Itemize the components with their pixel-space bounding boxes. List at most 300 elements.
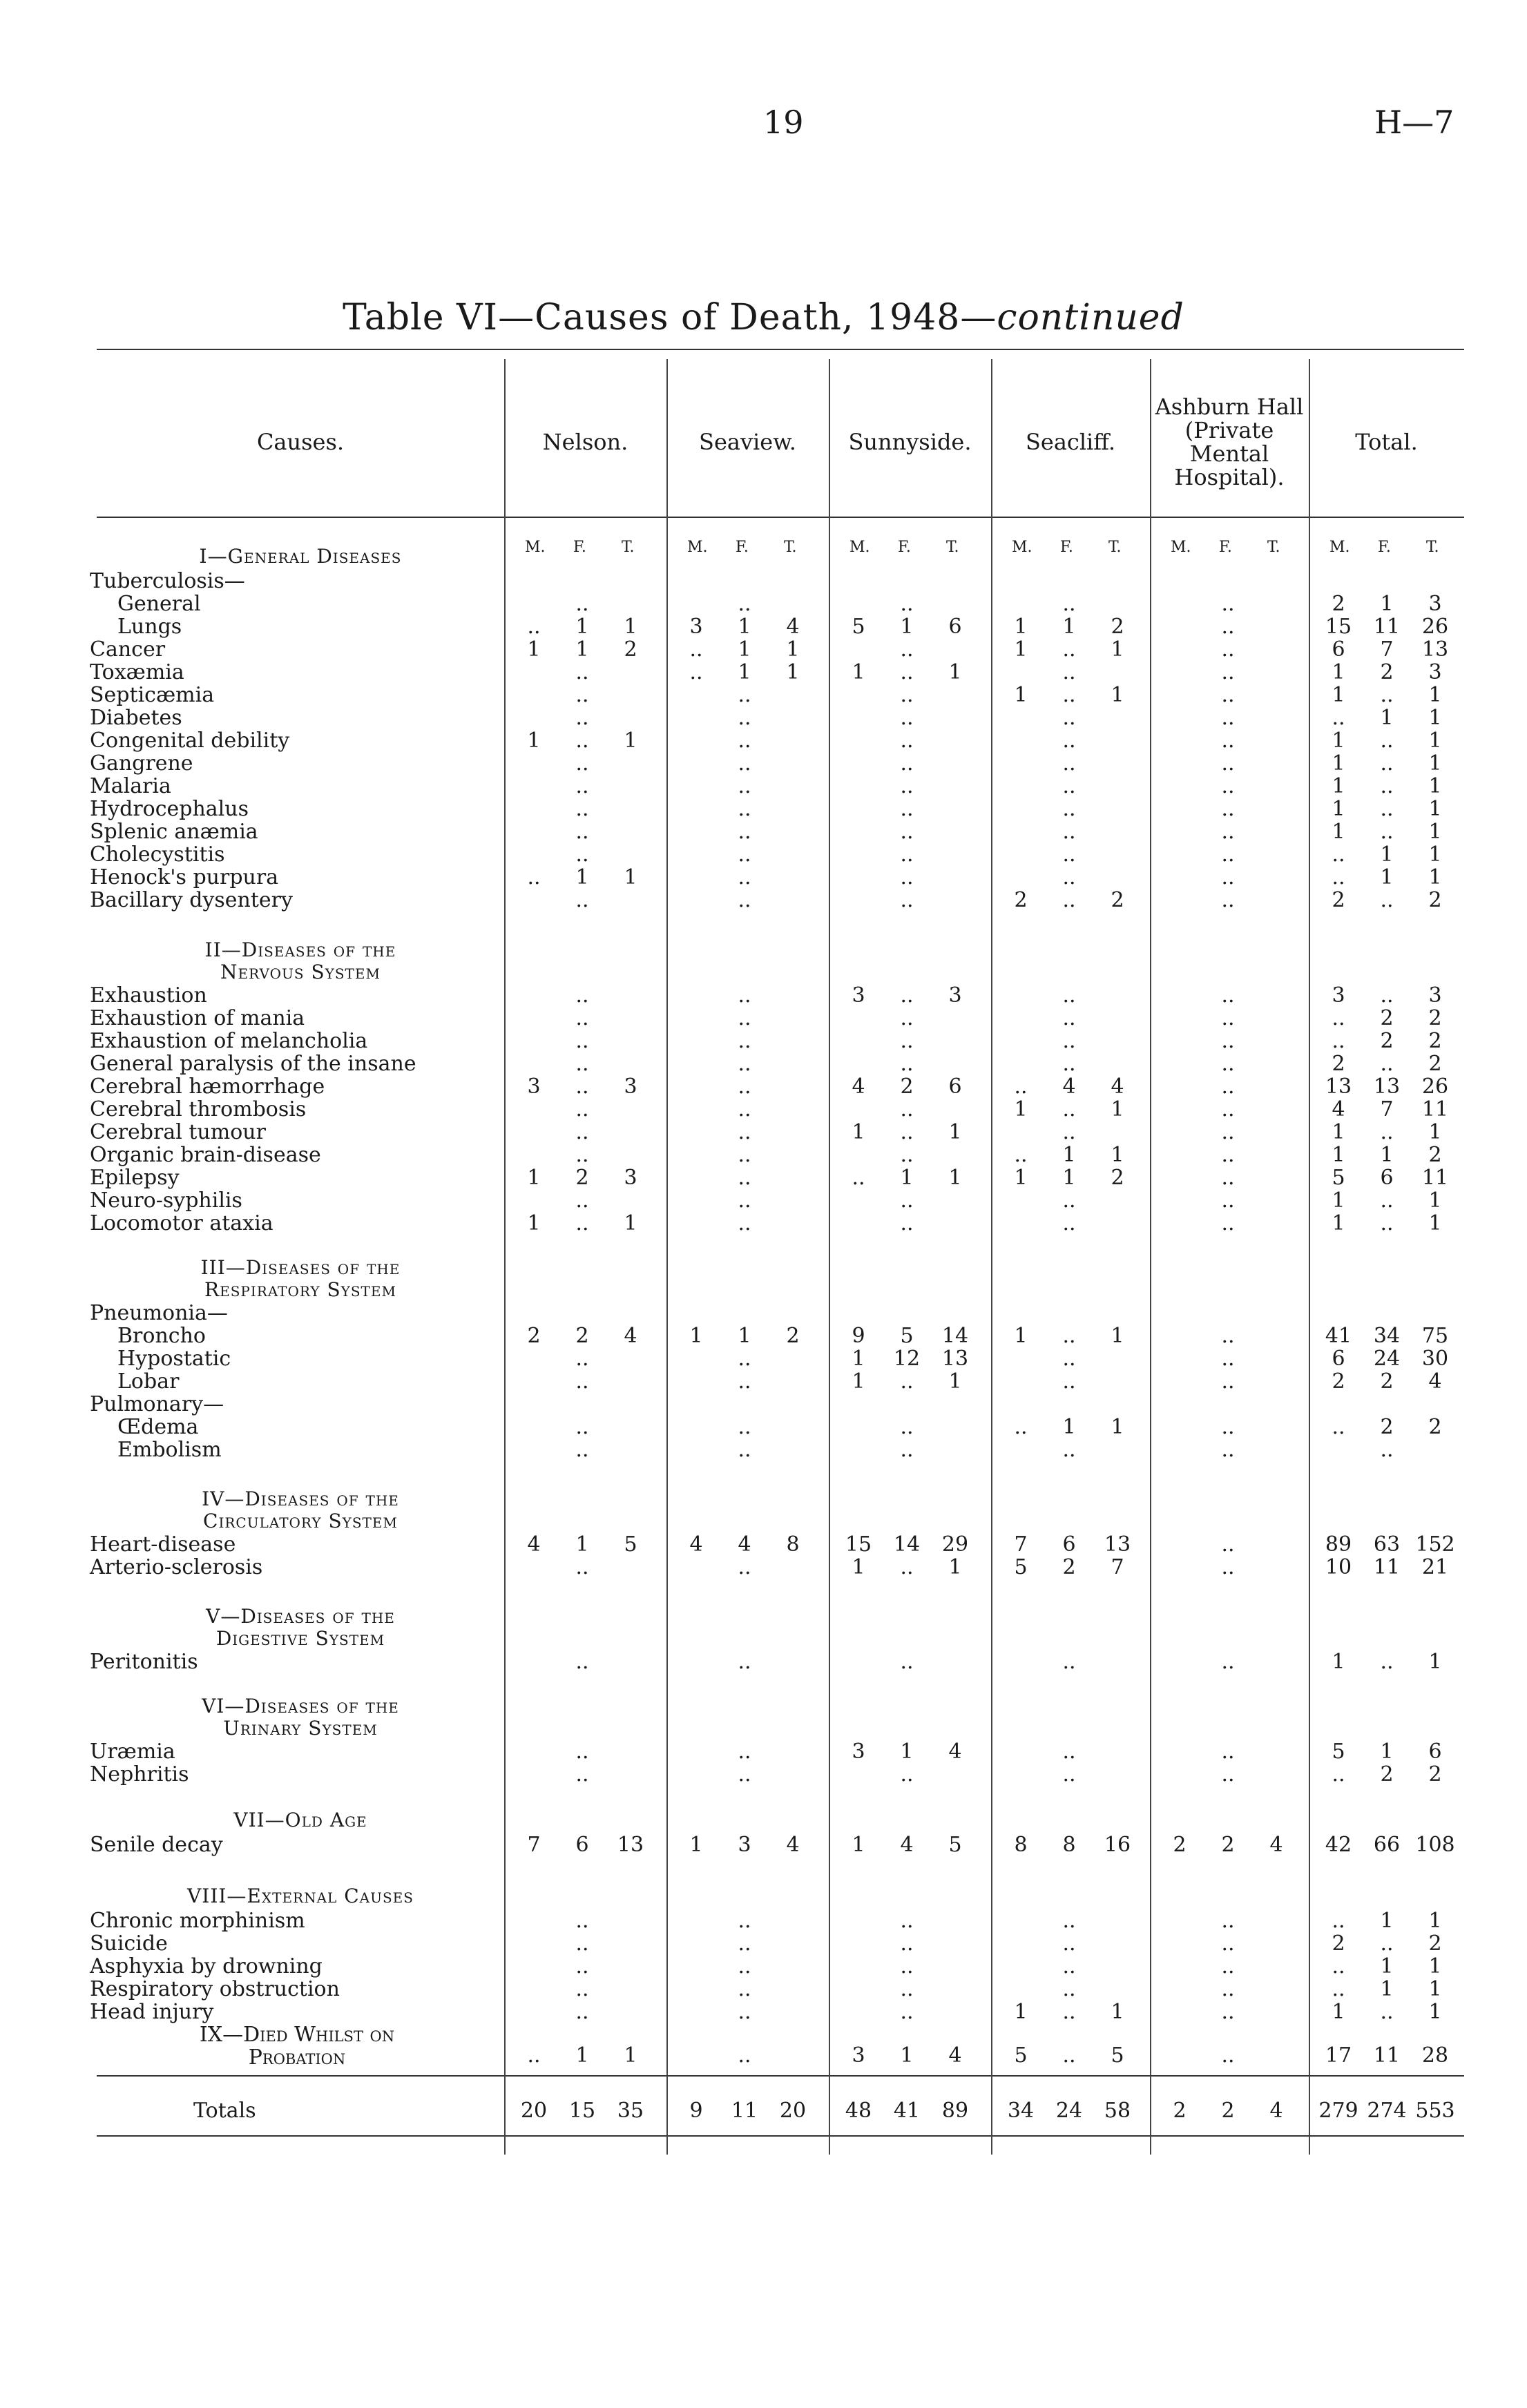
cause-label: Pneumonia— xyxy=(90,1301,228,1325)
cause-label: Congenital debility xyxy=(90,729,290,753)
value-cell: .. xyxy=(575,1120,589,1144)
value-cell: .. xyxy=(1221,1211,1235,1235)
table-row xyxy=(0,1393,1527,1416)
value-cell: 1 xyxy=(1332,1143,1345,1167)
value-cell: 6 xyxy=(948,615,962,639)
value-cell: .. xyxy=(738,729,751,753)
value-cell: .. xyxy=(1332,706,1345,730)
cause-label: Locomotor ataxia xyxy=(90,1211,273,1235)
value-cell: 1 xyxy=(1380,1909,1394,1933)
value-cell: 1 xyxy=(948,1555,962,1579)
value-cell: .. xyxy=(575,1909,589,1933)
value-cell: 4 xyxy=(689,1532,703,1557)
value-cell: .. xyxy=(1221,820,1235,844)
cause-label: Hydrocephalus xyxy=(90,797,249,821)
value-cell: 108 xyxy=(1415,1833,1455,1857)
value-cell: .. xyxy=(1332,1909,1345,1933)
value-cell: 11 xyxy=(1421,1097,1449,1121)
value-cell: 35 xyxy=(617,2099,644,2123)
value-cell: 2 xyxy=(1380,1029,1394,1053)
value-cell: 41 xyxy=(893,2099,921,2123)
value-cell: 1 xyxy=(527,1166,541,1190)
value-cell: .. xyxy=(1221,1762,1235,1786)
cause-label: Malaria xyxy=(90,774,171,798)
value-cell: .. xyxy=(1062,1909,1076,1933)
cause-label: Asphyxia by drowning xyxy=(90,1954,323,1978)
value-cell: 1 xyxy=(1332,820,1345,844)
value-cell: 1 xyxy=(1428,1977,1442,2001)
value-cell: .. xyxy=(575,1097,589,1121)
value-cell: .. xyxy=(738,774,751,798)
value-cell: .. xyxy=(900,637,914,662)
table-row xyxy=(0,593,1527,615)
value-cell: 1 xyxy=(1428,1909,1442,1933)
value-cell: .. xyxy=(1380,820,1394,844)
cause-label: Bacillary dysentery xyxy=(90,888,293,912)
value-cell: .. xyxy=(900,797,914,821)
value-cell: .. xyxy=(738,1909,751,1933)
value-cell: 2 xyxy=(1380,1762,1394,1786)
value-cell: .. xyxy=(1221,751,1235,776)
value-cell: 1 xyxy=(900,615,914,639)
table-row xyxy=(0,1098,1527,1121)
value-cell: .. xyxy=(575,706,589,730)
value-cell: 1 xyxy=(900,1166,914,1190)
value-cell: .. xyxy=(575,683,589,707)
value-cell: 13 xyxy=(1104,1532,1131,1557)
value-cell: 20 xyxy=(779,2099,807,2123)
value-cell: .. xyxy=(1221,1324,1235,1348)
value-cell: 3 xyxy=(1428,592,1442,616)
cause-label: Cancer xyxy=(90,637,166,662)
value-cell: 1 xyxy=(527,637,541,662)
value-cell: 1 xyxy=(1428,1954,1442,1978)
value-cell: 2 xyxy=(1332,1932,1345,1956)
value-cell: 2 xyxy=(1173,1833,1187,1857)
value-cell: 1 xyxy=(900,1740,914,1764)
value-cell: .. xyxy=(900,2000,914,2024)
value-cell: 1 xyxy=(738,1324,751,1348)
value-cell: .. xyxy=(1062,1029,1076,1053)
value-cell: .. xyxy=(575,797,589,821)
value-cell: 1 xyxy=(1428,820,1442,844)
table-row xyxy=(0,1416,1527,1438)
value-cell: 1 xyxy=(1332,660,1345,684)
value-cell: 1 xyxy=(1014,615,1028,639)
value-cell: .. xyxy=(1221,660,1235,684)
value-cell: .. xyxy=(738,1415,751,1439)
value-cell: .. xyxy=(900,1977,914,2001)
value-cell: 48 xyxy=(845,2099,872,2123)
table-row xyxy=(0,1144,1527,1166)
value-cell: .. xyxy=(1221,1909,1235,1933)
value-cell: 11 xyxy=(1373,2043,1401,2068)
value-cell: .. xyxy=(1062,1347,1076,1371)
value-cell: 41 xyxy=(1325,1324,1352,1348)
value-cell: .. xyxy=(1380,729,1394,753)
cause-label: Heart-disease xyxy=(90,1532,236,1557)
table-row xyxy=(0,752,1527,775)
value-cell: 11 xyxy=(1373,1555,1401,1579)
value-cell: .. xyxy=(900,1954,914,1978)
value-cell: .. xyxy=(738,797,751,821)
value-cell: 1 xyxy=(1332,1188,1345,1213)
value-cell: .. xyxy=(1062,1740,1076,1764)
value-cell: 13 xyxy=(1421,637,1449,662)
table-row xyxy=(0,661,1527,684)
value-cell: 1 xyxy=(1111,1324,1124,1348)
value-cell: .. xyxy=(575,1347,589,1371)
value-cell: 7 xyxy=(1111,1555,1124,1579)
table-row xyxy=(0,1740,1527,1763)
value-cell: .. xyxy=(900,820,914,844)
table-row xyxy=(0,1189,1527,1212)
cause-label: Broncho xyxy=(117,1324,206,1348)
cause-label: Senile decay xyxy=(90,1833,223,1857)
table-row xyxy=(0,1121,1527,1144)
value-cell: 1 xyxy=(1014,2000,1028,2024)
value-cell: 152 xyxy=(1415,1532,1455,1557)
value-cell: 1 xyxy=(948,660,962,684)
value-cell: .. xyxy=(575,1143,589,1167)
value-cell: 1 xyxy=(1380,706,1394,730)
value-cell: 24 xyxy=(1373,1347,1401,1371)
header-causes: Causes. xyxy=(256,429,345,455)
value-cell: .. xyxy=(1062,888,1076,912)
value-cell: 2 xyxy=(1221,1833,1235,1857)
value-cell: 4 xyxy=(527,1532,541,1557)
value-cell: 15 xyxy=(845,1532,872,1557)
value-cell: .. xyxy=(1014,1075,1028,1099)
value-cell: .. xyxy=(575,1006,589,1030)
value-cell: .. xyxy=(1221,592,1235,616)
value-cell: .. xyxy=(575,751,589,776)
value-cell: .. xyxy=(575,1977,589,2001)
value-cell: 1 xyxy=(1111,1143,1124,1167)
value-cell: .. xyxy=(738,1438,751,1462)
value-cell: .. xyxy=(1062,774,1076,798)
value-cell: 42 xyxy=(1325,1833,1352,1857)
value-cell: 1 xyxy=(1332,751,1345,776)
value-cell: .. xyxy=(1221,1120,1235,1144)
table-row xyxy=(0,775,1527,798)
value-cell: .. xyxy=(738,1188,751,1213)
value-cell: 2 xyxy=(1221,2099,1235,2123)
value-cell: 1 xyxy=(624,1211,637,1235)
value-cell: .. xyxy=(738,865,751,889)
header-seacliff: Seacliff. xyxy=(1025,429,1116,455)
table-row xyxy=(0,1052,1527,1075)
table-row xyxy=(0,1556,1527,1579)
value-cell: .. xyxy=(1062,729,1076,753)
value-cell: .. xyxy=(575,1954,589,1978)
subheader-f: F. xyxy=(736,539,749,556)
value-cell: 1 xyxy=(948,1166,962,1190)
cause-label: Henock's purpura xyxy=(90,865,279,889)
value-cell: .. xyxy=(1380,683,1394,707)
value-cell: 2 xyxy=(1380,660,1394,684)
table-row xyxy=(0,984,1527,1007)
value-cell: 1 xyxy=(852,1555,865,1579)
table-row xyxy=(0,1438,1527,1461)
value-cell: 3 xyxy=(689,615,703,639)
cause-label: Exhaustion xyxy=(90,983,207,1008)
table-title xyxy=(0,297,1527,338)
value-cell: .. xyxy=(1221,1166,1235,1190)
value-cell: 1 xyxy=(624,865,637,889)
value-cell: 1 xyxy=(1380,1954,1394,1978)
value-cell: .. xyxy=(738,1143,751,1167)
cause-label: Neuro-syphilis xyxy=(90,1188,242,1213)
value-cell: 14 xyxy=(893,1532,921,1557)
cause-label: Lungs xyxy=(117,615,182,639)
value-cell: .. xyxy=(1221,1052,1235,1076)
table-row xyxy=(0,615,1527,638)
subheader-m: M. xyxy=(687,539,708,556)
subheader-t: T. xyxy=(1267,539,1280,556)
table-row xyxy=(0,1650,1527,1673)
value-cell: .. xyxy=(738,983,751,1008)
value-cell: 1 xyxy=(852,660,865,684)
value-cell: 2 xyxy=(1014,888,1028,912)
value-cell: 1 xyxy=(1332,774,1345,798)
value-cell: .. xyxy=(1062,751,1076,776)
value-cell: .. xyxy=(1332,1977,1345,2001)
value-cell: 1 xyxy=(689,1324,703,1348)
cause-label: General xyxy=(117,592,201,616)
value-cell: 2 xyxy=(900,1075,914,1099)
value-cell: 2 xyxy=(1111,1166,1124,1190)
value-cell: .. xyxy=(575,1188,589,1213)
value-cell: .. xyxy=(527,615,541,639)
value-cell: 5 xyxy=(624,1532,637,1557)
value-cell: 3 xyxy=(948,983,962,1008)
subheader-m: M. xyxy=(525,539,546,556)
value-cell: .. xyxy=(738,683,751,707)
table-row xyxy=(0,684,1527,706)
table-row xyxy=(0,2001,1527,2023)
value-cell: 2 xyxy=(527,1324,541,1348)
subheader-t: T. xyxy=(946,539,959,556)
value-cell: .. xyxy=(738,1555,751,1579)
value-cell: .. xyxy=(900,1438,914,1462)
value-cell: 63 xyxy=(1373,1532,1401,1557)
subheader-t: T. xyxy=(784,539,797,556)
value-cell: .. xyxy=(575,983,589,1008)
value-cell: .. xyxy=(900,1143,914,1167)
value-cell: .. xyxy=(1221,637,1235,662)
table-row xyxy=(0,1932,1527,1955)
value-cell: 13 xyxy=(941,1347,969,1371)
value-cell: 1 xyxy=(1380,865,1394,889)
value-cell: 1 xyxy=(624,729,637,753)
value-cell: 66 xyxy=(1373,1833,1401,1857)
value-cell: 11 xyxy=(1421,1166,1449,1190)
section-heading: VIII—External Causes xyxy=(187,1885,414,1907)
value-cell: 2 xyxy=(1428,1143,1442,1167)
table-row xyxy=(0,1533,1527,1556)
value-cell: 1 xyxy=(948,1369,962,1394)
table-row xyxy=(0,570,1527,593)
value-cell: .. xyxy=(900,729,914,753)
value-cell: .. xyxy=(900,888,914,912)
header-bottom-rule xyxy=(97,517,1464,518)
value-cell: .. xyxy=(1062,1932,1076,1956)
section-heading: VI—Diseases of the Urinary System xyxy=(202,1695,399,1740)
title-suffix: continued xyxy=(997,297,1184,338)
value-cell: 1 xyxy=(575,1532,589,1557)
cause-label: Cholecystitis xyxy=(90,842,225,867)
value-cell: .. xyxy=(900,1211,914,1235)
value-cell: .. xyxy=(1221,774,1235,798)
cause-label: Peritonitis xyxy=(90,1650,198,1674)
table-row xyxy=(0,729,1527,752)
value-cell: 2 xyxy=(1111,615,1124,639)
cause-label: Uræmia xyxy=(90,1740,175,1764)
value-cell: .. xyxy=(738,820,751,844)
value-cell: .. xyxy=(1062,2043,1076,2068)
table-row xyxy=(0,2023,1527,2070)
value-cell: .. xyxy=(1221,865,1235,889)
value-cell: .. xyxy=(1221,888,1235,912)
value-cell: .. xyxy=(738,592,751,616)
table-row xyxy=(0,843,1527,866)
value-cell: 15 xyxy=(568,2099,596,2123)
table-row xyxy=(0,1833,1527,1856)
value-cell: .. xyxy=(1221,2043,1235,2068)
subheader-m: M. xyxy=(1012,539,1033,556)
cause-label: Arterio-sclerosis xyxy=(90,1555,263,1579)
value-cell: .. xyxy=(1062,842,1076,867)
value-cell: .. xyxy=(1062,865,1076,889)
value-cell: .. xyxy=(1380,1438,1394,1462)
value-cell: 1 xyxy=(575,865,589,889)
value-cell: 34 xyxy=(1007,2099,1035,2123)
value-cell: 1 xyxy=(1380,1977,1394,2001)
value-cell: .. xyxy=(900,1909,914,1933)
value-cell: 1 xyxy=(1428,1650,1442,1674)
section-heading: I—General Diseases xyxy=(199,545,402,568)
value-cell: 13 xyxy=(1325,1075,1352,1099)
header-total: Total. xyxy=(1355,429,1418,455)
value-cell: 1 xyxy=(1062,1415,1076,1439)
value-cell: .. xyxy=(1221,1075,1235,1099)
section-heading: IV—Diseases of the Circulatory System xyxy=(202,1487,399,1532)
value-cell: 26 xyxy=(1421,1075,1449,1099)
value-cell: .. xyxy=(1062,637,1076,662)
value-cell: .. xyxy=(1221,1932,1235,1956)
value-cell: .. xyxy=(1380,751,1394,776)
header-ashburn: Ashburn Hall (Private Mental Hospital). xyxy=(1155,394,1304,490)
value-cell: 1 xyxy=(1111,1415,1124,1439)
value-cell: 1 xyxy=(738,660,751,684)
cause-label: Cerebral hæmorrhage xyxy=(90,1075,325,1099)
value-cell: .. xyxy=(575,660,589,684)
value-cell: .. xyxy=(1221,2000,1235,2024)
value-cell: .. xyxy=(738,1650,751,1674)
value-cell: .. xyxy=(1062,592,1076,616)
value-cell: .. xyxy=(738,1762,751,1786)
value-cell: .. xyxy=(1221,1369,1235,1394)
value-cell: 5 xyxy=(1014,2043,1028,2068)
table-row xyxy=(0,1370,1527,1393)
value-cell: 3 xyxy=(852,1740,865,1764)
subheader-f: F. xyxy=(1219,539,1232,556)
value-cell: .. xyxy=(1380,1211,1394,1235)
value-cell: 5 xyxy=(1111,2043,1124,2068)
value-cell: 1 xyxy=(852,1833,865,1857)
value-cell: 5 xyxy=(1332,1740,1345,1764)
value-cell: 1 xyxy=(1332,729,1345,753)
subheader-t: T. xyxy=(1108,539,1122,556)
header-nelson: Nelson. xyxy=(542,429,628,455)
cause-label: Head injury xyxy=(90,2000,214,2024)
title-main: Table VI—Causes of Death, 1948— xyxy=(343,297,997,338)
value-cell: 29 xyxy=(941,1532,969,1557)
cause-label: IX—Died Whilst on Probation xyxy=(199,2023,395,2070)
value-cell: 1 xyxy=(527,729,541,753)
value-cell: 1 xyxy=(1428,729,1442,753)
value-cell: 2 xyxy=(1062,1555,1076,1579)
value-cell: .. xyxy=(1062,1954,1076,1978)
value-cell: 2 xyxy=(1428,1006,1442,1030)
value-cell: .. xyxy=(900,1762,914,1786)
cause-label: Suicide xyxy=(90,1932,168,1956)
value-cell: 2 xyxy=(1428,1029,1442,1053)
subheader-m: M. xyxy=(1171,539,1191,556)
value-cell: 2 xyxy=(1332,1369,1345,1394)
value-cell: .. xyxy=(1062,1762,1076,1786)
value-cell: .. xyxy=(1380,1120,1394,1144)
value-cell: .. xyxy=(1062,1052,1076,1076)
cause-label: Epilepsy xyxy=(90,1166,180,1190)
value-cell: .. xyxy=(1332,1006,1345,1030)
value-cell: .. xyxy=(575,1415,589,1439)
value-cell: 1 xyxy=(1111,2000,1124,2024)
value-cell: .. xyxy=(527,2043,541,2068)
value-cell: 1 xyxy=(1111,683,1124,707)
value-cell: 2 xyxy=(1332,592,1345,616)
value-cell: .. xyxy=(575,1650,589,1674)
value-cell: .. xyxy=(900,1052,914,1076)
value-cell: 4 xyxy=(1332,1097,1345,1121)
table-row xyxy=(0,1075,1527,1098)
value-cell: 6 xyxy=(1332,1347,1345,1371)
value-cell: .. xyxy=(900,706,914,730)
value-cell: 1 xyxy=(1380,592,1394,616)
cause-label: Chronic morphinism xyxy=(90,1909,305,1933)
cause-label: Exhaustion of mania xyxy=(90,1006,305,1030)
cause-label: Septicæmia xyxy=(90,683,215,707)
cause-label: Hypostatic xyxy=(117,1347,231,1371)
value-cell: 89 xyxy=(1325,1532,1352,1557)
value-cell: 4 xyxy=(900,1833,914,1857)
value-cell: .. xyxy=(738,1740,751,1764)
cause-label: Lobar xyxy=(117,1369,180,1394)
value-cell: 1 xyxy=(1428,2000,1442,2024)
table-row xyxy=(0,1166,1527,1189)
value-cell: 2 xyxy=(1428,1932,1442,1956)
table-row xyxy=(0,798,1527,820)
value-cell: .. xyxy=(527,865,541,889)
cause-label: Gangrene xyxy=(90,751,193,776)
value-cell: .. xyxy=(900,1415,914,1439)
value-cell: .. xyxy=(575,842,589,867)
value-cell: 2 xyxy=(1173,2099,1187,2123)
value-cell: 4 xyxy=(1428,1369,1442,1394)
value-cell: 4 xyxy=(948,2043,962,2068)
value-cell: .. xyxy=(900,751,914,776)
